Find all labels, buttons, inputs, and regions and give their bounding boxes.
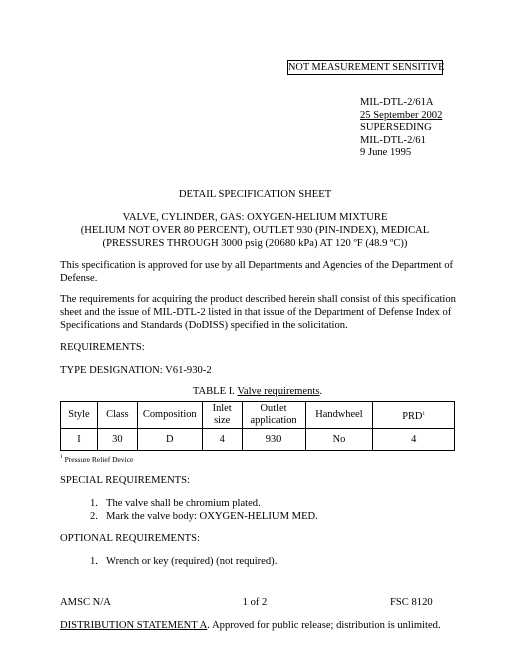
distribution-text: . Approved for public release; distribution is unlimited. — [207, 620, 441, 631]
doc-date: 25 September 2002 — [360, 109, 443, 121]
doc-number: MIL-DTL-2/61A — [360, 97, 434, 108]
list-item-number: 1. — [90, 556, 98, 567]
title-line-1: VALVE, CYLINDER, GAS: OXYGEN-HELIUM MIXTURE — [122, 212, 388, 223]
header-prd — [373, 402, 455, 429]
cell-class: 30 — [97, 429, 137, 451]
list-item-text: Wrench or key (required) (not required). — [106, 556, 278, 567]
header-prd-footnote-mark: 1 — [422, 410, 426, 417]
requirements-heading: REQUIREMENTS: — [60, 342, 145, 353]
table-caption-title: Valve requirements — [237, 386, 320, 397]
table-caption — [60, 385, 455, 398]
header-outlet-application: Outlet application — [242, 402, 305, 429]
cell-handwheel: No — [305, 429, 373, 451]
superseded-date: 9 June 1995 — [360, 147, 412, 158]
cell-composition: D — [137, 429, 202, 451]
title-line-3: (PRESSURES THROUGH 3000 psig (20680 kPa) AT 120 ºF (48.9 ºC)) — [102, 238, 408, 249]
footer-page-number: 1 of 2 — [242, 597, 268, 608]
table-row — [61, 429, 455, 451]
list-item-text: Mark the valve body: OXYGEN-HELIUM MED. — [106, 511, 318, 522]
valve-requirements-table — [60, 401, 455, 451]
footnote-text: Pressure Relief Device — [62, 455, 134, 464]
document-title — [40, 211, 470, 250]
list-item — [90, 510, 318, 523]
sheet-type-heading: DETAIL SPECIFICATION SHEET — [178, 189, 332, 200]
table-caption-suffix: . — [319, 386, 323, 397]
cell-inlet-size: 4 — [202, 429, 242, 451]
footer-amsc: AMSC N/A — [60, 597, 111, 608]
header-handwheel: Handwheel — [305, 402, 373, 429]
footer-fsc: FSC 8120 — [390, 597, 433, 608]
document-identification — [360, 97, 442, 160]
cell-style: I — [61, 429, 98, 451]
title-line-2: (HELIUM NOT OVER 80 PERCENT), OUTLET 930 (PIN-INDEX), MEDICAL — [80, 225, 430, 236]
acquisition-paragraph: The requirements for acquiring the product described herein shall consist of this specification sheet and the issue of MIL-DTL-2 listed in that issue of the Department of Defense Index of Specifications and Standards (DoDISS) specified in the solicitation. — [60, 294, 456, 331]
header-inlet-size: Inlet size — [202, 402, 242, 429]
table-footnote — [60, 451, 133, 466]
cell-outlet-application: 930 — [242, 429, 305, 451]
distribution-label: DISTRIBUTION STATEMENT A — [60, 620, 208, 631]
measurement-sensitivity-box: NOT MEASUREMENT SENSITIVE — [288, 62, 445, 73]
list-item-number: 1. — [90, 498, 98, 509]
distribution-statement — [60, 619, 441, 632]
table-caption-prefix: TABLE I. — [192, 386, 238, 397]
list-item-number: 2. — [90, 511, 98, 522]
list-item-text: The valve shall be chromium plated. — [106, 498, 261, 509]
footnote-mark: 1 — [60, 454, 63, 460]
header-composition: Composition — [137, 402, 202, 429]
cell-prd: 4 — [373, 429, 455, 451]
superseding-label: SUPERSEDING — [360, 122, 432, 133]
optional-requirements-heading: OPTIONAL REQUIREMENTS: — [60, 533, 200, 544]
header-class: Class — [97, 402, 137, 429]
header-prd-label: PRD — [402, 410, 423, 422]
special-requirements-heading: SPECIAL REQUIREMENTS: — [60, 475, 190, 486]
header-style: Style — [61, 402, 98, 429]
list-item — [90, 555, 277, 568]
type-designation: TYPE DESIGNATION: V61-930-2 — [60, 365, 212, 376]
superseded-doc: MIL-DTL-2/61 — [360, 134, 426, 146]
list-item — [90, 497, 261, 510]
table-header-row — [61, 402, 455, 429]
approval-paragraph: This specification is approved for use by all Departments and Agencies of the Department of Defense. — [60, 260, 454, 284]
